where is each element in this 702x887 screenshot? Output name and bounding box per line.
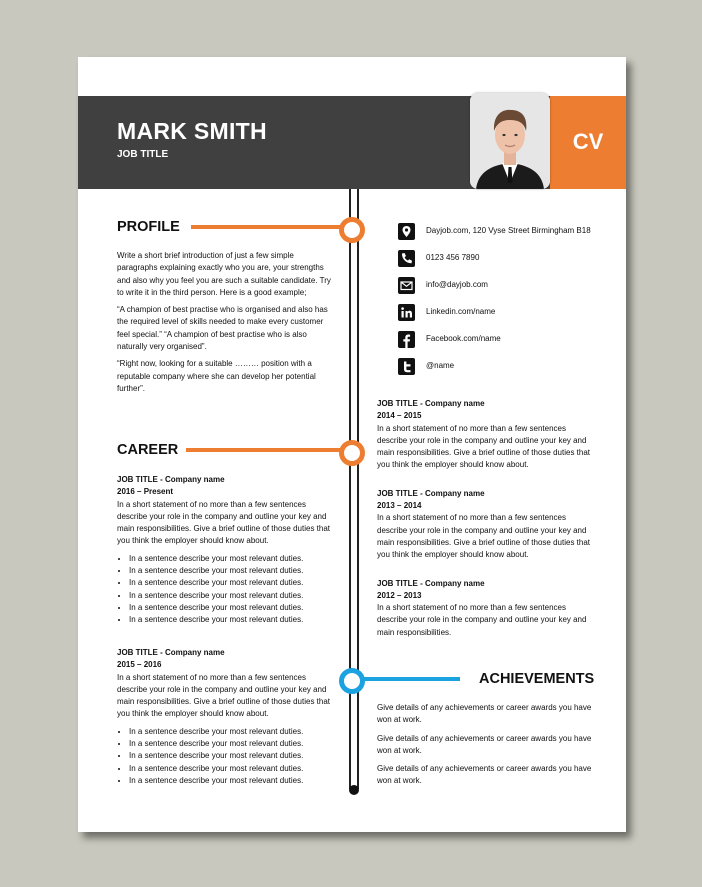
phone-icon xyxy=(398,250,415,267)
profile-timeline-node xyxy=(339,217,365,243)
achievement-item: Give details of any achievements or career awards you have won at work. xyxy=(377,733,592,755)
career-timeline-node xyxy=(339,440,365,466)
career-job-3 xyxy=(377,398,593,472)
career-connector-bar xyxy=(186,448,347,452)
job-heading: JOB TITLE - Company name xyxy=(377,488,485,498)
profile-connector-bar xyxy=(191,225,347,229)
duty-item: • In a sentence describe your most relevant duties. xyxy=(129,726,335,738)
duty-item: • In a sentence describe your most relevant duties. xyxy=(129,738,335,750)
job-dates: 2015 – 2016 xyxy=(117,660,162,670)
duty-item: • In a sentence describe your most relevant duties. xyxy=(129,565,335,577)
contact-email-text: info@dayjob.com xyxy=(426,280,488,289)
job-dates: 2014 – 2015 xyxy=(377,411,422,421)
job-dates: 2016 – Present xyxy=(117,487,174,497)
achievements-list xyxy=(377,702,593,794)
location-pin-icon xyxy=(398,223,415,240)
achievement-item: Give details of any achievements or career awards you have won at work. xyxy=(377,703,592,725)
avatar-portrait-icon xyxy=(470,93,550,189)
job-duties-list xyxy=(117,553,335,627)
duty-item: • In a sentence describe your most relevant duties. xyxy=(129,775,335,787)
duty-item: • In a sentence describe your most relevant duties. xyxy=(129,602,335,614)
duty-item: • In a sentence describe your most relevant duties. xyxy=(129,750,335,762)
profile-photo xyxy=(470,93,550,189)
twitter-icon xyxy=(398,358,415,375)
duty-item: • In a sentence describe your most relevant duties. xyxy=(129,590,335,602)
job-heading: JOB TITLE - Company name xyxy=(117,475,225,484)
career-right-column xyxy=(377,398,593,648)
timeline-end-dot xyxy=(349,785,359,795)
job-dates: 2012 – 2013 xyxy=(377,590,422,600)
career-job-5 xyxy=(377,578,593,639)
facebook-icon xyxy=(398,331,415,348)
job-duties-list xyxy=(117,726,335,787)
job-description: In a short statement of no more than a few sentences describe your role in the company and outline your key and main responsibilities. xyxy=(377,603,587,637)
achievements-heading: ACHIEVEMENTS xyxy=(479,671,595,687)
cv-page xyxy=(78,57,626,832)
achievements-timeline-node xyxy=(339,668,365,694)
achievement-item: Give details of any achievements or career awards you have won at work. xyxy=(377,764,592,786)
career-job-4 xyxy=(377,488,593,562)
career-heading: CAREER xyxy=(117,442,179,458)
job-description: In a short statement of no more than a few sentences describe your role in the company and outline your key and main responsibilities. Give a brief outline of those duties that you think the employer should know about. xyxy=(377,513,591,560)
job-description: In a short statement of no more than a few sentences describe your role in the company and outline your key and main responsibilities. Give a brief outline of those duties that you think the employer should know about. xyxy=(377,423,591,470)
job-description: In a short statement of no more than a few sentences describe your role in the company and outline your key and main responsibilities. Give a brief outline of those duties that you think the employer should know about. xyxy=(117,499,331,546)
email-icon xyxy=(398,277,415,294)
candidate-name: MARK SMITH xyxy=(117,118,267,144)
contact-facebook-text: Facebook.com/name xyxy=(426,334,501,343)
cv-badge xyxy=(550,96,626,189)
contact-twitter-text: @name xyxy=(426,361,455,370)
job-heading: JOB TITLE - Company name xyxy=(377,399,485,408)
profile-paragraph: “A champion of best practise who is organised and also has the required level of skills needed to make every customer feel special.” “A champion of best practise who is also naturally very organised”. xyxy=(117,305,328,352)
timeline-line-right xyxy=(357,189,359,789)
job-dates: 2013 – 2014 xyxy=(377,501,422,511)
achievements-connector-bar xyxy=(363,677,460,681)
duty-item: • In a sentence describe your most relevant duties. xyxy=(129,577,335,589)
profile-heading: PROFILE xyxy=(117,219,180,235)
job-heading: JOB TITLE - Company name xyxy=(377,578,485,588)
job-heading: JOB TITLE - Company name xyxy=(117,648,225,657)
cv-label: CV xyxy=(572,129,604,154)
profile-text xyxy=(117,250,331,400)
duty-item: • In a sentence describe your most relevant duties. xyxy=(129,763,335,775)
contact-address-text: Dayjob.com, 120 Vyse Street Birmingham B18 xyxy=(426,226,591,235)
career-job-1 xyxy=(117,474,335,627)
timeline-line-left xyxy=(349,189,351,789)
duty-item: • In a sentence describe your most relevant duties. xyxy=(129,614,335,626)
linkedin-icon xyxy=(398,304,415,321)
contact-linkedin-text: Linkedin.com/name xyxy=(426,307,496,316)
profile-paragraph: “Right now, looking for a suitable ……… position with a reputable company where she can develop her potential further”. xyxy=(117,359,316,393)
career-job-2 xyxy=(117,647,335,787)
contact-phone-text: 0123 456 7890 xyxy=(426,253,480,262)
profile-paragraph: Write a short brief introduction of just a few simple paragraphs explaining exactly who you are, your strengths and also why you feel you are such a suitable candidate. Try to write it in the third person. Here is a good example; xyxy=(117,251,331,297)
candidate-job-title: JOB TITLE xyxy=(117,149,169,160)
duty-item: • In a sentence describe your most relevant duties. xyxy=(129,553,335,565)
job-description: In a short statement of no more than a few sentences describe your role in the company and outline your key and main responsibilities. Give a brief outline of those duties that you think the employer should know about. xyxy=(117,672,331,719)
